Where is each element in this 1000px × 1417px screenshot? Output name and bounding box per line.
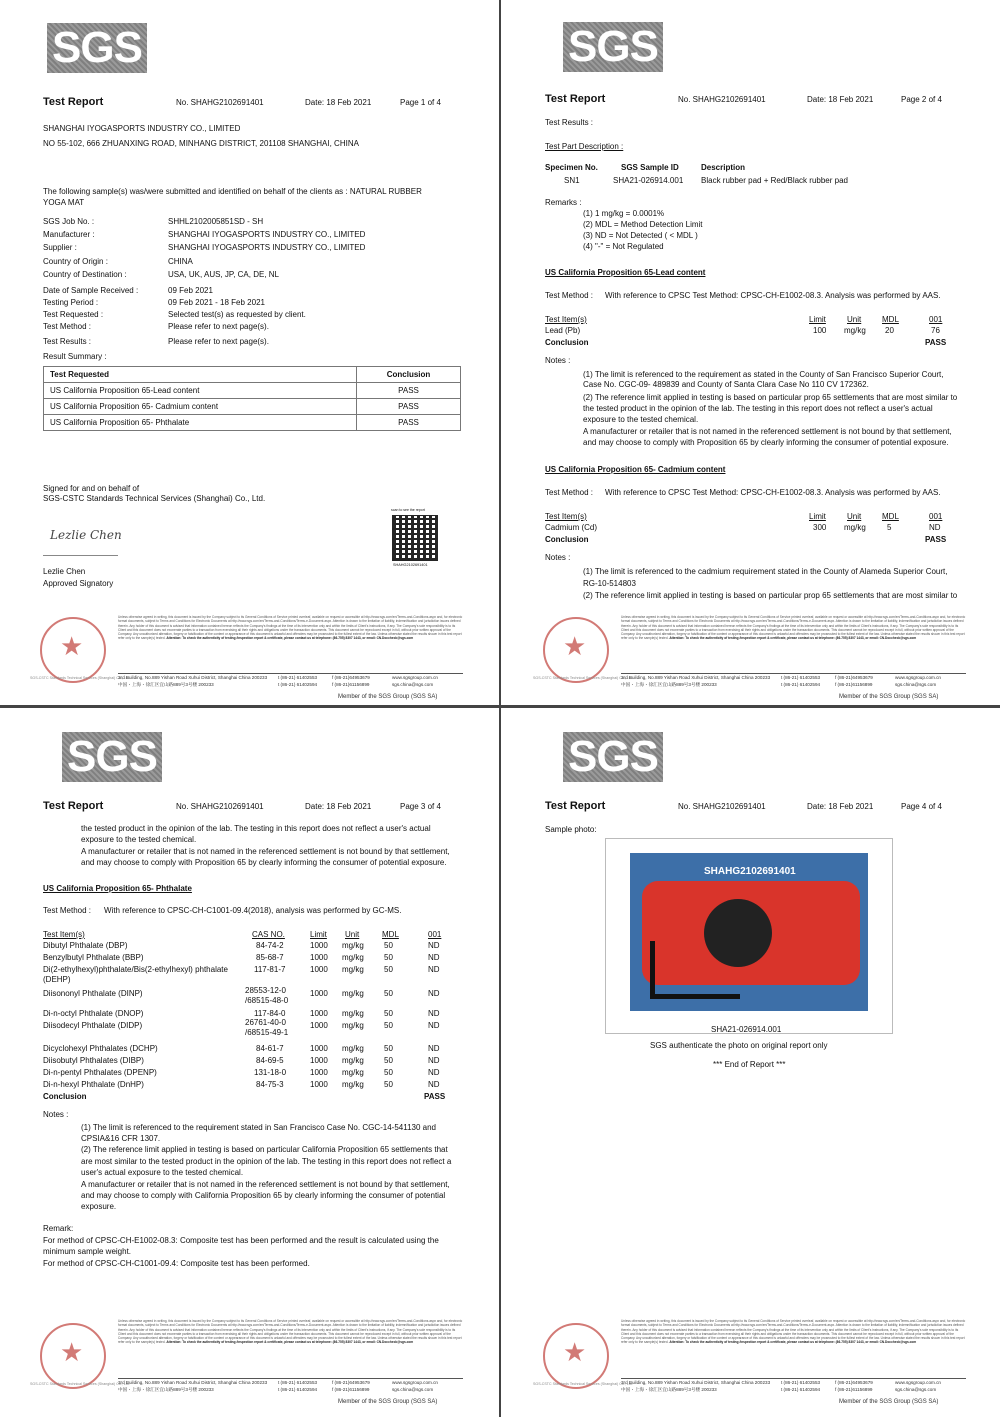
legal-disclaimer: Unless otherwise agreed in writing, this document is issued by the Company subject to its General Conditions of Service printed overleaf, available on request or accessible at http://www.sgs.com/en/Terms-and-Conditions.aspx and, for electronic format documents, subject to Terms and Conditions for Electronic Documents at http://www.sgs.com/en/Terms-and-Conditions/Terms-e-Document.aspx. Attention is drawn to the limitation of liability, indemnification and jurisdiction issues defined therein. Any holder of this document is advised that information contained hereon reflects the Company's findings at the time of its intervention only and within the limits of Client's instructions, if any. The Company's sole responsibility is to its Client and this document does not exonerate parties to a transaction from exercising all their rights and obligations under the transaction documents. This document cannot be reproduced except in full, without prior written approval of the Company. Any unauthorized alteration, forgery or falsification of the content or appearance of this document is unlawful and offenders may be prosecuted to the fullest extent of the law. Unless otherwise stated the results shown in this test report refer only to the sample(s) tested. Attention: To check the authenticity of testing /inspection report & certificate, please contact us at telephone: (86-755) 8307 1443, or email: CN.Doccheck@sgs.com <box>118 615 463 641</box>
conclusion-label: Conclusion <box>545 535 589 544</box>
table-cell: PASS <box>357 399 461 415</box>
page-title: Test Report <box>43 96 104 108</box>
member-text: Member of the SGS Group (SGS SA) <box>338 1399 438 1405</box>
footer-email: sgs.china@sgs.com <box>895 682 937 687</box>
footer-web: www.sgsgroup.com.cn <box>392 675 438 680</box>
footer-web: www.sgsgroup.com.cn <box>392 1380 438 1385</box>
conclusion-value: PASS <box>925 338 947 347</box>
table-cell: Di-n-hexyl Phthalate (DnHP) <box>43 1080 144 1089</box>
sample-photo-label: Sample photo: <box>545 825 597 834</box>
table-cell: mg/kg <box>342 1044 364 1053</box>
table-cell: 50 <box>384 1021 393 1030</box>
table-cell: /68515-49-1 <box>245 1028 289 1037</box>
table-cell: 50 <box>384 1068 393 1077</box>
table-cell: 1000 <box>310 1056 328 1065</box>
page-title: Test Report <box>43 800 104 812</box>
test-results-label: Test Results : <box>545 118 594 127</box>
field-value: 09 Feb 2021 <box>168 286 213 295</box>
table-cell: 300 <box>813 523 827 532</box>
footer-web: www.sgsgroup.com.cn <box>895 1380 941 1385</box>
table-cell: 1000 <box>310 1068 328 1077</box>
table-row <box>44 415 461 431</box>
note-line: are most similar to the tested product in the opinion of the lab. The testing in this report does not reflect a <box>81 1157 452 1166</box>
footer-fax: f (86-21)61156899 <box>835 1387 873 1392</box>
stamp-company-label: SGS-CSTC Standards Technical Services (Shanghai) Co., Ltd. <box>30 676 130 680</box>
remark-line: (2) MDL = Method Detection Limit <box>583 220 703 229</box>
table-cell: US California Proposition 65- Phthalate <box>44 415 357 431</box>
note-line: (2) The reference limit applied in testing is based on particular prop 65 settlements that are most similar to <box>583 591 958 600</box>
table-cell: 1000 <box>310 1021 328 1030</box>
member-text: Member of the SGS Group (SGS SA) <box>839 1399 939 1405</box>
table-cell: Benzylbutyl Phthalate (BBP) <box>43 953 144 962</box>
report-number: No. SHAHG2102691401 <box>176 802 264 811</box>
table-header: Test Item(s) <box>43 930 85 939</box>
ruler-image <box>650 941 655 999</box>
note-line: exposure to the tested chemical. <box>81 835 197 844</box>
table-header: MDL <box>382 930 399 939</box>
footer-tel: t (86-21) 61402553 <box>781 675 821 680</box>
table-cell: 50 <box>384 989 393 998</box>
report-number: No. SHAHG2102691401 <box>678 95 766 104</box>
table-header: Limit <box>310 930 327 939</box>
page-number: Page 4 of 4 <box>901 802 942 811</box>
method-label: Test Method : <box>545 291 594 300</box>
notes-label: Notes : <box>43 1110 69 1119</box>
table-cell: 1000 <box>310 989 328 998</box>
footer-email: sgs.china@sgs.com <box>895 1387 937 1392</box>
footer-tel: t (86-21) 61402594 <box>781 1387 821 1392</box>
field-value: Please refer to next page(s). <box>168 322 269 331</box>
page-title: Test Report <box>545 93 606 105</box>
footer-address-cn: 中国・上海・徐汇区宜山路889号3号楼 200233 <box>118 682 214 687</box>
company-seal-icon <box>40 1323 106 1389</box>
table-cell: mg/kg <box>342 1080 364 1089</box>
page-number: Page 1 of 4 <box>400 98 441 107</box>
table-row <box>44 383 461 399</box>
conclusion-value: PASS <box>424 1092 446 1101</box>
table-header: Limit <box>809 512 826 521</box>
sgs-logo: SGS <box>563 732 663 782</box>
footer-tel: t (86-21) 61402594 <box>781 682 821 687</box>
table-cell: mg/kg <box>342 1068 364 1077</box>
qr-label: scan to see the report <box>391 508 425 512</box>
sgs-logo: SGS <box>62 732 162 782</box>
table-cell: 1000 <box>310 965 328 974</box>
table-cell: 50 <box>384 1056 393 1065</box>
field-label: Supplier : <box>43 243 77 252</box>
table-cell: Black rubber pad + Red/Black rubber pad <box>701 176 848 185</box>
footer-fax: f (86-21)64953679 <box>835 675 873 680</box>
legal-disclaimer: Unless otherwise agreed in writing, this document is issued by the Company subject to its General Conditions of Service printed overleaf, available on request or accessible at http://www.sgs.com/en/Terms-and-Conditions.aspx and, for electronic format documents, subject to Terms and Conditions for Electronic Documents at http://www.sgs.com/en/Terms-and-Conditions/Terms-e-Document.aspx. Attention is drawn to the limitation of liability, indemnification and jurisdiction issues defined therein. Any holder of this document is advised that information contained hereon reflects the Company's findings at the time of its intervention only and within the limits of Client's instructions, if any. The Company's sole responsibility is to its Client and this document does not exonerate parties to a transaction from exercising all their rights and obligations under the transaction documents. This document cannot be reproduced except in full, without prior written approval of the Company. Any unauthorized alteration, forgery or falsification of the content or appearance of this document is unlawful and offenders may be prosecuted to the fullest extent of the law. Unless otherwise stated the results shown in this test report refer only to the sample(s) tested. Attention: To check the authenticity of testing /inspection report & certificate, please contact us at telephone: (86-755) 8307 1443, or email: CN.Doccheck@sgs.com <box>621 615 966 641</box>
method-label: Test Method : <box>545 488 594 497</box>
table-cell: Cadmium (Cd) <box>545 523 598 532</box>
field-value: Please refer to next page(s). <box>168 337 269 346</box>
footer-address-cn: 中国・上海・徐汇区宜山路889号3号楼 200233 <box>118 1387 214 1392</box>
table-cell: SHA21-026914.001 <box>613 176 684 185</box>
table-cell: 1000 <box>310 1009 328 1018</box>
field-value: Selected test(s) as requested by client. <box>168 310 306 319</box>
footer-fax: f (86-21)61156899 <box>332 1387 370 1392</box>
client-name: SHANGHAI IYOGASPORTS INDUSTRY CO., LIMITED <box>43 124 241 133</box>
table-cell: ND <box>428 1044 440 1053</box>
intro-text-2: YOGA MAT <box>43 198 85 207</box>
footer-fax: f (86-21)61156899 <box>332 682 370 687</box>
table-cell: mg/kg <box>342 1056 364 1065</box>
table-cell: 50 <box>384 965 393 974</box>
table-header: MDL <box>882 512 899 521</box>
remark-label: Remark: <box>43 1224 74 1233</box>
table-cell: mg/kg <box>342 953 364 962</box>
field-label: Date of Sample Received : <box>43 286 139 295</box>
report-page-3 <box>0 708 499 1417</box>
test-part-label: Test Part Description : <box>545 142 624 151</box>
report-date: Date: 18 Feb 2021 <box>807 802 874 811</box>
table-cell: 50 <box>384 1009 393 1018</box>
note-line: A manufacturer or retailer that is not named in the referenced settlement is not bound by that settlement, <box>81 847 450 856</box>
footer-address: 3rd Building, No.889 Yishan Road Xuhui District, Shanghai China 200233 <box>118 1380 268 1385</box>
end-of-report: *** End of Report *** <box>713 1060 786 1069</box>
table-header: Unit <box>345 930 360 939</box>
note-line: RG-10-514803 <box>583 579 636 588</box>
photo-caption: SHA21-026914.001 <box>711 1025 782 1034</box>
table-cell: 28553-12-0 <box>245 986 286 995</box>
page-title: Test Report <box>545 800 606 812</box>
footer-tel: t (86-21) 61402553 <box>781 1380 821 1385</box>
note-line: (2) The reference limit applied in testing is based on particular California Proposition 65 settlements that <box>81 1145 448 1154</box>
section-title-phthalate: US California Proposition 65- Phthalate <box>43 884 192 893</box>
ruler-image <box>650 994 740 999</box>
note-line: (2) The reference limit applied in testing is based on particular prop 65 settlements that are most similar to <box>583 393 958 402</box>
field-value: SHANGHAI IYOGASPORTS INDUSTRY CO., LIMITED <box>168 230 366 239</box>
stamp-company-label: SGS-CSTC Standards Technical Services (Shanghai) Co., Ltd. <box>533 676 633 680</box>
result-summary-table <box>43 366 461 431</box>
report-number: No. SHAHG2102691401 <box>678 802 766 811</box>
table-header: Unit <box>847 315 862 324</box>
field-value: 09 Feb 2021 - 18 Feb 2021 <box>168 298 265 307</box>
footer-fax: f (86-21)64953679 <box>835 1380 873 1385</box>
field-label: Country of Destination : <box>43 270 127 279</box>
notes-label: Notes : <box>545 553 571 562</box>
table-header: Limit <box>809 315 826 324</box>
table-header-row <box>44 367 461 383</box>
signer-role: Approved Signatory <box>43 579 114 588</box>
note-line: the tested product in the opinion of the lab. The testing in this report does not reflect a user's actual <box>81 824 431 833</box>
method-text: With reference to CPSC-CH-C1001-09.4(2018), analysis was performed by GC-MS. <box>104 906 402 915</box>
table-header: CAS NO. <box>252 930 285 939</box>
table-header: Specimen No. <box>545 163 598 172</box>
footer-email: sgs.china@sgs.com <box>392 1387 434 1392</box>
table-cell: ND <box>428 1021 440 1030</box>
member-text: Member of the SGS Group (SGS SA) <box>839 694 939 700</box>
table-cell: 100 <box>813 326 827 335</box>
signed-text: Signed for and on behalf of <box>43 484 140 493</box>
table-cell: 50 <box>384 1080 393 1089</box>
table-header: Description <box>701 163 746 172</box>
company-seal-icon <box>543 617 609 683</box>
note-line: (1) The limit is referenced to the requirement stated in San Francisco Case No. CGC-14-541130 and <box>81 1123 436 1132</box>
table-header: SGS Sample ID <box>621 163 679 172</box>
field-label: Country of Origin : <box>43 257 108 266</box>
table-cell: mg/kg <box>342 1021 364 1030</box>
table-cell: mg/kg <box>342 941 364 950</box>
field-value: USA, UK, AUS, JP, CA, DE, NL <box>168 270 279 279</box>
table-cell: (DEHP) <box>43 975 71 984</box>
conclusion-value: PASS <box>925 535 947 544</box>
report-date: Date: 18 Feb 2021 <box>807 95 874 104</box>
field-label: Test Method : <box>43 322 92 331</box>
remark-line: (3) ND = Not Detected ( < MDL ) <box>583 231 698 240</box>
qr-code-icon[interactable] <box>392 515 438 561</box>
footer-tel: t (86-21) 61402553 <box>278 1380 318 1385</box>
table-cell: 84-61-7 <box>256 1044 284 1053</box>
table-cell: 50 <box>384 941 393 950</box>
sample-photo <box>605 838 893 1034</box>
company-seal-icon <box>543 1323 609 1389</box>
table-cell: ND <box>428 1056 440 1065</box>
remark-line: minimum sample weight. <box>43 1247 132 1256</box>
page-number: Page 2 of 4 <box>901 95 942 104</box>
table-cell: ND <box>929 523 941 532</box>
table-cell: ND <box>428 965 440 974</box>
table-header: Test Item(s) <box>545 512 587 521</box>
table-cell: ND <box>428 1009 440 1018</box>
report-date: Date: 18 Feb 2021 <box>305 802 372 811</box>
footer-tel: t (86-21) 61402594 <box>278 1387 318 1392</box>
report-page-2 <box>501 0 1000 705</box>
table-cell: Lead (Pb) <box>545 326 581 335</box>
page-number: Page 3 of 4 <box>400 802 441 811</box>
sgs-logo: SGS <box>563 22 663 72</box>
table-header: 001 <box>929 315 943 324</box>
report-date: Date: 18 Feb 2021 <box>305 98 372 107</box>
footer-address: 3rd Building, No.889 Yishan Road Xuhui District, Shanghai China 200233 <box>118 675 268 680</box>
table-cell: Diisononyl Phthalate (DINP) <box>43 989 143 998</box>
remark-line: For method of CPSC-CH-E1002-08.3: Composite test has been performed and the result is calculated using the <box>43 1236 439 1245</box>
table-cell: mg/kg <box>342 1009 364 1018</box>
table-cell: mg/kg <box>844 326 866 335</box>
note-line: exposure. <box>81 1202 117 1211</box>
table-cell: mg/kg <box>342 965 364 974</box>
remark-line: For method of CPSC-CH-C1001-09.4: Composite test has been performed. <box>43 1259 310 1268</box>
signature: Lezlie Chen <box>50 528 122 542</box>
footer-tel: t (86-21) 61402553 <box>278 675 318 680</box>
table-header: 001 <box>428 930 442 939</box>
conclusion-label: Conclusion <box>545 338 589 347</box>
signer-name: Lezlie Chen <box>43 567 86 576</box>
member-text: Member of the SGS Group (SGS SA) <box>338 694 438 700</box>
photo-label: SHAHG2102691401 <box>704 866 796 877</box>
field-label: Manufacturer : <box>43 230 95 239</box>
footer-fax: f (86-21)64953679 <box>332 675 370 680</box>
legal-disclaimer: Unless otherwise agreed in writing, this document is issued by the Company subject to its General Conditions of Service printed overleaf, available on request or accessible at http://www.sgs.com/en/Terms-and-Conditions.aspx and, for electronic format documents, subject to Terms and Conditions for Electronic Documents at http://www.sgs.com/en/Terms-and-Conditions/Terms-e-Document.aspx. Attention is drawn to the limitation of liability, indemnification and jurisdiction issues defined therein. Any holder of this document is advised that information contained hereon reflects the Company's findings at the time of its intervention only and within the limits of Client's instructions, if any. The Company's sole responsibility is to its Client and this document does not exonerate parties to a transaction from exercising all their rights and obligations under the transaction documents. This document cannot be reproduced except in full, without prior written approval of the Company. Any unauthorized alteration, forgery or falsification of the content or appearance of this document is unlawful and offenders may be prosecuted to the fullest extent of the law. Unless otherwise stated the results shown in this test report refer only to the sample(s) tested. Attention: To check the authenticity of testing /inspection report & certificate, please contact us at telephone: (86-755) 8307 1443, or email: CN.Doccheck@sgs.com <box>118 1319 463 1345</box>
field-label: Testing Period : <box>43 298 99 307</box>
table-cell: 117-81-7 <box>254 965 286 974</box>
stamp-company-label: SGS-CSTC Standards Technical Services (Shanghai) Co., Ltd. <box>30 1382 130 1386</box>
company-seal-icon <box>40 617 106 683</box>
table-cell: 50 <box>384 953 393 962</box>
table-cell: Diisodecyl Phthalate (DIDP) <box>43 1021 143 1030</box>
table-cell: mg/kg <box>342 989 364 998</box>
table-cell: PASS <box>357 383 461 399</box>
field-value: SHANGHAI IYOGASPORTS INDUSTRY CO., LIMITED <box>168 243 366 252</box>
field-label: SGS Job No. : <box>43 217 95 226</box>
table-cell: 1000 <box>310 1044 328 1053</box>
signature-line <box>43 555 118 556</box>
table-cell: Di-n-octyl Phthalate (DNOP) <box>43 1009 144 1018</box>
footer-web: www.sgsgroup.com.cn <box>895 675 941 680</box>
note-line: and may choose to comply with California Proposition 65 by clearly informing the consumer of potential <box>81 1191 446 1200</box>
table-cell: 20 <box>885 326 894 335</box>
remark-line: (4) "-" = Not Regulated <box>583 242 664 251</box>
table-cell: US California Proposition 65- Cadmium content <box>44 399 357 415</box>
table-cell: ND <box>428 1068 440 1077</box>
table-cell: 50 <box>384 1044 393 1053</box>
footer-address-cn: 中国・上海・徐汇区宜山路889号3号楼 200233 <box>621 1387 717 1392</box>
table-cell: Di(2-ethylhexyl)phthalate/Bis(2-ethylhexyl) phthalate <box>43 965 228 974</box>
qr-code-text: SHAHG2102691401 <box>393 563 428 567</box>
table-row <box>44 399 461 415</box>
section-title-cadmium: US California Proposition 65- Cadmium content <box>545 465 726 474</box>
client-address: NO 55-102, 666 ZHUANXING ROAD, MINHANG DISTRICT, 201108 SHANGHAI, CHINA <box>43 139 359 148</box>
note-line: and may choose to comply with Proposition 65 by clearly informing the consumer of potential exposure. <box>583 438 949 447</box>
table-cell: 84-75-3 <box>256 1080 284 1089</box>
table-header: Test Requested <box>44 367 357 383</box>
table-header: Test Item(s) <box>545 315 587 324</box>
intro-text: The following sample(s) was/were submitted and identified on behalf of the clients as : NATURAL RUBBER <box>43 187 422 196</box>
note-line: and may choose to comply with Proposition 65 by clearly informing the consumer of potential exposure. <box>81 858 447 867</box>
table-cell: ND <box>428 1080 440 1089</box>
table-cell: 1000 <box>310 953 328 962</box>
table-cell: /68515-48-0 <box>245 996 289 1005</box>
note-line: user's actual exposure to the tested chemical. <box>81 1168 244 1177</box>
method-label: Test Method : <box>43 906 92 915</box>
table-cell: SN1 <box>564 176 580 185</box>
table-cell: Dibutyl Phthalate (DBP) <box>43 941 128 950</box>
table-cell: US California Proposition 65-Lead content <box>44 383 357 399</box>
table-cell: 84-69-5 <box>256 1056 284 1065</box>
table-cell: ND <box>428 941 440 950</box>
table-cell: 1000 <box>310 941 328 950</box>
footer-tel: t (86-21) 61402594 <box>278 682 318 687</box>
method-text: With reference to CPSC Test Method: CPSC-CH-E1002-08.3. Analysis was performed by AAS. <box>605 291 941 300</box>
report-page-4 <box>501 708 1000 1417</box>
table-cell: 117-84-0 <box>254 1009 286 1018</box>
footer-fax: f (86-21)61156899 <box>835 682 873 687</box>
table-cell: mg/kg <box>844 523 866 532</box>
legal-disclaimer: Unless otherwise agreed in writing, this document is issued by the Company subject to its General Conditions of Service printed overleaf, available on request or accessible at http://www.sgs.com/en/Terms-and-Conditions.aspx and, for electronic format documents, subject to Terms and Conditions for Electronic Documents at http://www.sgs.com/en/Terms-and-Conditions/Terms-e-Document.aspx. Attention is drawn to the limitation of liability, indemnification and jurisdiction issues defined therein. Any holder of this document is advised that information contained hereon reflects the Company's findings at the time of its intervention only and within the limits of Client's instructions, if any. The Company's sole responsibility is to its Client and this document does not exonerate parties to a transaction from exercising all their rights and obligations under the transaction documents. This document cannot be reproduced except in full, without prior written approval of the Company. Any unauthorized alteration, forgery or falsification of the content or appearance of this document is unlawful and offenders may be prosecuted to the fullest extent of the law. Unless otherwise stated the results shown in this test report refer only to the sample(s) tested. Attention: To check the authenticity of testing /inspection report & certificate, please contact us at telephone: (86-755) 8307 1443, or email: CN.Doccheck@sgs.com <box>621 1319 966 1345</box>
note-line: exposure to the tested chemical. <box>583 415 699 424</box>
table-cell: ND <box>428 953 440 962</box>
table-cell: Dicyclohexyl Phthalates (DCHP) <box>43 1044 158 1053</box>
authenticate-text: SGS authenticate the photo on original report only <box>650 1041 828 1050</box>
sgs-logo: SGS <box>47 23 147 73</box>
remark-line: (1) 1 mg/kg = 0.0001% <box>583 209 665 218</box>
table-cell: 85-68-7 <box>256 953 284 962</box>
result-summary-label: Result Summary : <box>43 352 107 361</box>
field-label: Test Results : <box>43 337 92 346</box>
table-cell: 5 <box>887 523 892 532</box>
footer-address: 3rd Building, No.889 Yishan Road Xuhui District, Shanghai China 200233 <box>621 1380 771 1385</box>
table-cell: PASS <box>357 415 461 431</box>
footer-line <box>621 673 966 674</box>
note-line: Case No. CGC-09- 489839 and County of Santa Clara Case No 110 CV 172362. <box>583 380 869 389</box>
footer-line <box>118 673 463 674</box>
signed-company: SGS-CSTC Standards Technical Services (Shanghai) Co., Ltd. <box>43 494 266 503</box>
stamp-company-label: SGS-CSTC Standards Technical Services (Shanghai) Co., Ltd. <box>533 1382 633 1386</box>
table-cell: Diisobutyl Phthalates (DIBP) <box>43 1056 144 1065</box>
note-line: the tested product in the opinion of the lab. The testing in this report does not reflect a user's actual <box>583 404 933 413</box>
footer-email: sgs.china@sgs.com <box>392 682 434 687</box>
note-line: CPSIA&16 CFR 1307. <box>81 1134 161 1143</box>
section-title-lead: US California Proposition 65-Lead content <box>545 268 706 277</box>
remarks-label: Remarks : <box>545 198 582 207</box>
table-cell: 26761-40-0 <box>245 1018 286 1027</box>
note-line: (1) The limit is referenced to the cadmium requirement stated in the County of Alameda Superior Court, <box>583 567 948 576</box>
table-cell: Di-n-pentyl Phthalates (DPENP) <box>43 1068 157 1077</box>
footer-address-cn: 中国・上海・徐汇区宜山路889号3号楼 200233 <box>621 682 717 687</box>
table-cell: 84-74-2 <box>256 941 284 950</box>
table-header: 001 <box>929 512 943 521</box>
rubber-pad-image <box>704 899 772 967</box>
table-cell: 1000 <box>310 1080 328 1089</box>
method-text: With reference to CPSC Test Method: CPSC-CH-E1002-08.3. Analysis was performed by AAS. <box>605 488 941 497</box>
note-line: A manufacturer or retailer that is not named in the referenced settlement is not bound by that settlement, <box>81 1180 450 1189</box>
footer-line <box>118 1378 463 1379</box>
field-label: Test Requested : <box>43 310 104 319</box>
report-number: No. SHAHG2102691401 <box>176 98 264 107</box>
table-header: Unit <box>847 512 862 521</box>
note-line: A manufacturer or retailer that is not named in the referenced settlement is not bound by that settlement, <box>583 427 952 436</box>
note-line: (1) The limit is referenced to the requirement as stated in the County of San Francisco Superior Court, <box>583 370 944 379</box>
table-cell: 131-18-0 <box>254 1068 287 1077</box>
notes-label: Notes : <box>545 356 571 365</box>
footer-line <box>621 1378 966 1379</box>
table-cell: 76 <box>931 326 940 335</box>
footer-address: 3rd Building, No.889 Yishan Road Xuhui District, Shanghai China 200233 <box>621 675 771 680</box>
table-header: MDL <box>882 315 899 324</box>
report-page-1 <box>0 0 499 705</box>
table-header: Conclusion <box>357 367 461 383</box>
table-cell: ND <box>428 989 440 998</box>
conclusion-label: Conclusion <box>43 1092 87 1101</box>
footer-fax: f (86-21)64953679 <box>332 1380 370 1385</box>
field-value: SHHL2102005851SD - SH <box>168 217 264 226</box>
field-value: CHINA <box>168 257 193 266</box>
